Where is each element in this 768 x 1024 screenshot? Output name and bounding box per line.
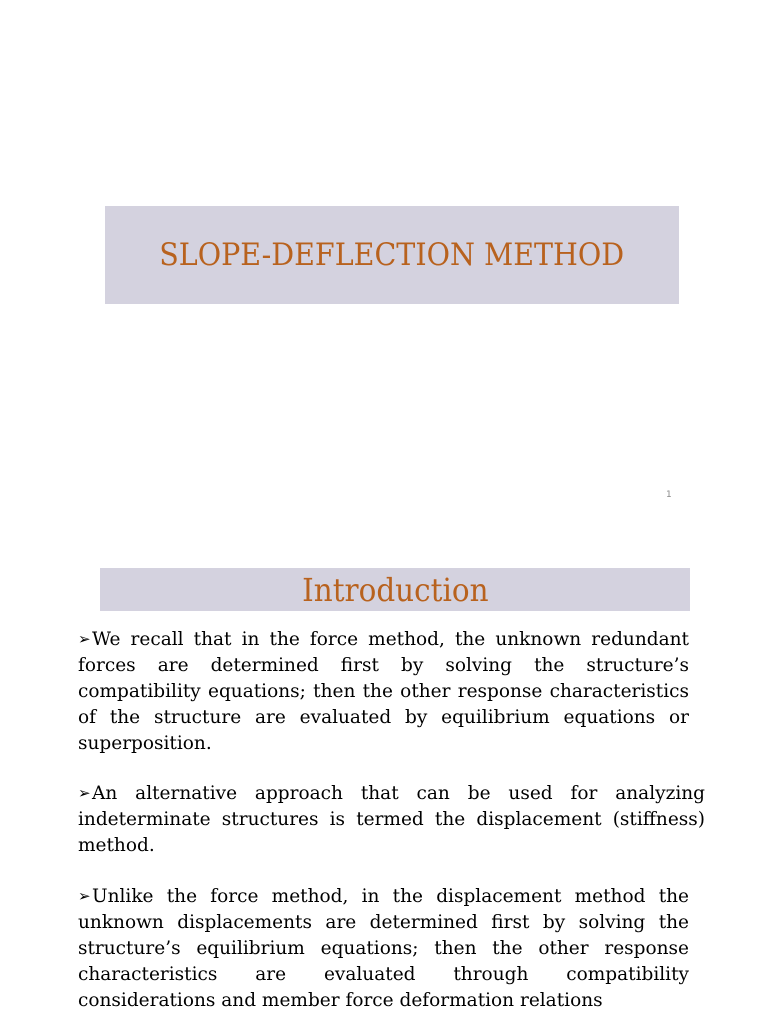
slide-title-box [105, 206, 679, 304]
slide-title: SLOPE-DEFLECTION METHOD [159, 237, 625, 273]
paragraph-text: We recall that in the force method, the unknown redundant forces are determined first by solving the structure’s compatibility equations; then the other response characteristics of the structure are evaluated by equilibrium equations or superposition. [78, 629, 689, 754]
paragraph-force-method [78, 627, 689, 757]
paragraph-displacement-method [78, 884, 689, 1014]
section-heading-box [100, 568, 690, 611]
section-heading: Introduction [301, 570, 489, 609]
paragraph-alternative-approach [78, 781, 705, 859]
page-number: 1 [666, 490, 672, 500]
arrow-bullet-icon: ➢ [78, 630, 91, 648]
arrow-bullet-icon: ➢ [78, 887, 91, 905]
paragraph-text: Unlike the force method, in the displacement method the unknown displacements are determined first by solving the structure’s equilibrium equations; then the other response characteristics are evaluated through compatibility considerations and member force deformation relations [78, 886, 689, 1011]
paragraph-text: An alternative approach that can be used for analyzing indeterminate structures is termed the displacement (stiffness) method. [78, 783, 705, 856]
arrow-bullet-icon: ➢ [78, 784, 91, 802]
